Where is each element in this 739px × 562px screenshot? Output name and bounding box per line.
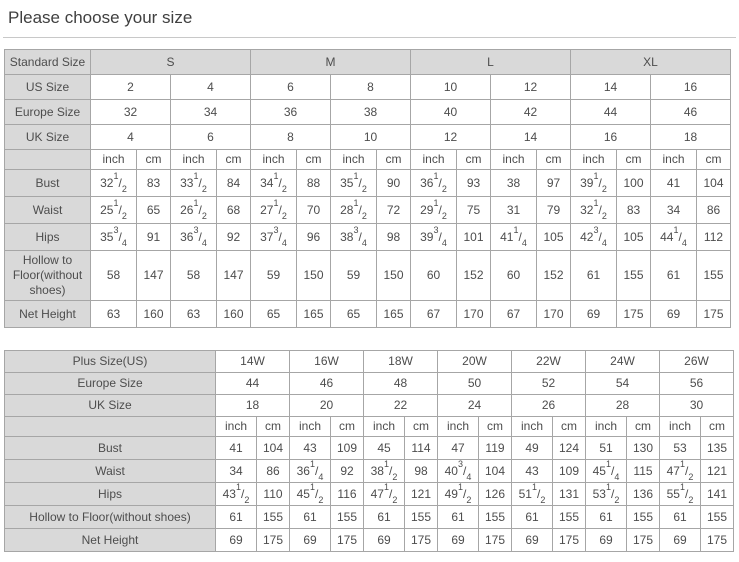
unit-header-cell: cm (331, 417, 364, 437)
measurement-value-cell: $44^1/_4$ (651, 224, 697, 251)
measurement-value-cell: 155 (257, 506, 290, 529)
unit-row-label (5, 417, 216, 437)
unit-header-cell: inch (651, 150, 697, 170)
table-row (5, 150, 731, 170)
measurement-value-cell: 69 (364, 529, 405, 552)
measurement-value-cell: 34 (216, 460, 257, 483)
row-label: Hollow to Floor(without shoes) (5, 506, 216, 529)
measurement-value-cell: 65 (331, 301, 377, 328)
row-label: Hips (5, 224, 91, 251)
unit-header-cell: cm (257, 417, 290, 437)
size-value-cell: 2 (91, 75, 171, 100)
row-label: Europe Size (5, 100, 91, 125)
size-value-cell: 4 (91, 125, 171, 150)
measurement-value-cell: 155 (697, 251, 731, 301)
measurement-value-cell: 155 (405, 506, 438, 529)
measurement-value-cell: 59 (251, 251, 297, 301)
measurement-value-cell: $47^1/_2$ (660, 460, 701, 483)
measurement-value-cell: 165 (377, 301, 411, 328)
unit-header-cell: inch (290, 417, 331, 437)
size-value-cell: 14 (571, 75, 651, 100)
row-label: Net Height (5, 529, 216, 552)
size-value-cell: 16W (290, 351, 364, 373)
measurement-value-cell: 43 (290, 437, 331, 460)
measurement-value-cell: 121 (701, 460, 734, 483)
measurement-value-cell: 61 (571, 251, 617, 301)
table-row (5, 417, 734, 437)
measurement-value-cell: 105 (617, 224, 651, 251)
size-value-cell: 52 (512, 373, 586, 395)
size-group-header: L (411, 50, 571, 75)
measurement-value-cell: 65 (137, 197, 171, 224)
measurement-value-cell: 114 (405, 437, 438, 460)
table-row (5, 125, 731, 150)
measurement-value-cell: 45 (364, 437, 405, 460)
measurement-value-cell: 160 (137, 301, 171, 328)
measurement-value-cell: $38^1/_2$ (364, 460, 405, 483)
measurement-value-cell: 58 (171, 251, 217, 301)
size-value-cell: 28 (586, 395, 660, 417)
measurement-value-cell: 96 (297, 224, 331, 251)
size-value-cell: 12 (411, 125, 491, 150)
size-value-cell: 14W (216, 351, 290, 373)
measurement-value-cell: 69 (438, 529, 479, 552)
size-value-cell: 16 (651, 75, 731, 100)
size-value-cell: 38 (331, 100, 411, 125)
measurement-value-cell: 63 (91, 301, 137, 328)
unit-header-cell: inch (411, 150, 457, 170)
measurement-value-cell: 59 (331, 251, 377, 301)
measurement-value-cell: $39^3/_4$ (411, 224, 457, 251)
row-label: Bust (5, 437, 216, 460)
measurement-value-cell: $35^1/_2$ (331, 170, 377, 197)
measurement-value-cell: 61 (216, 506, 257, 529)
measurement-value-cell: 97 (537, 170, 571, 197)
unit-header-cell: cm (479, 417, 512, 437)
measurement-value-cell: $37^3/_4$ (251, 224, 297, 251)
unit-header-cell: cm (297, 150, 331, 170)
measurement-value-cell: $38^3/_4$ (331, 224, 377, 251)
plus-size-table (4, 350, 734, 552)
unit-header-cell: inch (91, 150, 137, 170)
row-label: US Size (5, 75, 91, 100)
measurement-value-cell: $53^1/_2$ (586, 483, 627, 506)
measurement-value-cell: $45^1/_2$ (290, 483, 331, 506)
table-row (5, 100, 731, 125)
measurement-value-cell: 60 (491, 251, 537, 301)
row-label: Waist (5, 197, 91, 224)
measurement-value-cell: $47^1/_2$ (364, 483, 405, 506)
size-value-cell: 48 (364, 373, 438, 395)
measurement-value-cell: 150 (377, 251, 411, 301)
measurement-value-cell: 141 (701, 483, 734, 506)
measurement-value-cell: $32^1/_2$ (91, 170, 137, 197)
row-label: Waist (5, 460, 216, 483)
row-label: Plus Size(US) (5, 351, 216, 373)
unit-header-cell: cm (697, 150, 731, 170)
measurement-value-cell: $33^1/_2$ (171, 170, 217, 197)
measurement-value-cell: 34 (651, 197, 697, 224)
measurement-value-cell: 67 (411, 301, 457, 328)
measurement-value-cell: 104 (257, 437, 290, 460)
measurement-value-cell: 91 (137, 224, 171, 251)
measurement-value-cell: $29^1/_2$ (411, 197, 457, 224)
unit-header-cell: inch (571, 150, 617, 170)
measurement-value-cell: 61 (586, 506, 627, 529)
size-value-cell: 6 (171, 125, 251, 150)
measurement-value-cell: 155 (553, 506, 586, 529)
measurement-value-cell: 92 (217, 224, 251, 251)
measurement-value-cell: 38 (491, 170, 537, 197)
page-title: Please choose your size (8, 8, 193, 27)
measurement-value-cell: 61 (651, 251, 697, 301)
size-value-cell: 10 (411, 75, 491, 100)
unit-header-cell: cm (701, 417, 734, 437)
measurement-value-cell: 175 (553, 529, 586, 552)
measurement-value-cell: 47 (438, 437, 479, 460)
measurement-value-cell: $40^3/_4$ (438, 460, 479, 483)
row-label: Hips (5, 483, 216, 506)
unit-header-cell: cm (217, 150, 251, 170)
measurement-value-cell: $55^1/_2$ (660, 483, 701, 506)
table-row (5, 301, 731, 328)
measurement-value-cell: $36^3/_4$ (171, 224, 217, 251)
measurement-value-cell: 69 (571, 301, 617, 328)
row-label: Hollow to Floor(without shoes) (5, 251, 91, 301)
size-value-cell: 24W (586, 351, 660, 373)
table-row (5, 251, 731, 301)
measurement-value-cell: $43^1/_2$ (216, 483, 257, 506)
measurement-value-cell: 165 (297, 301, 331, 328)
measurement-value-cell: 60 (411, 251, 457, 301)
measurement-value-cell: $34^1/_2$ (251, 170, 297, 197)
measurement-value-cell: $39^1/_2$ (571, 170, 617, 197)
measurement-value-cell: 116 (331, 483, 364, 506)
size-value-cell: 50 (438, 373, 512, 395)
measurement-value-cell: 69 (586, 529, 627, 552)
measurement-value-cell: 92 (331, 460, 364, 483)
unit-header-cell: cm (377, 150, 411, 170)
unit-header-cell: cm (537, 150, 571, 170)
measurement-value-cell: 130 (627, 437, 660, 460)
measurement-value-cell: 136 (627, 483, 660, 506)
measurement-value-cell: 86 (697, 197, 731, 224)
measurement-value-cell: $27^1/_2$ (251, 197, 297, 224)
unit-header-cell: cm (457, 150, 491, 170)
unit-header-cell: inch (438, 417, 479, 437)
table-row (5, 373, 734, 395)
table-row (5, 50, 731, 75)
measurement-value-cell: 147 (217, 251, 251, 301)
size-value-cell: 30 (660, 395, 734, 417)
measurement-value-cell: 69 (660, 529, 701, 552)
unit-header-cell: inch (491, 150, 537, 170)
measurement-value-cell: 43 (512, 460, 553, 483)
size-value-cell: 40 (411, 100, 491, 125)
table-row (5, 460, 734, 483)
measurement-value-cell: 150 (297, 251, 331, 301)
standard-size-table (4, 49, 731, 328)
measurement-value-cell: 79 (537, 197, 571, 224)
measurement-value-cell: $26^1/_2$ (171, 197, 217, 224)
measurement-value-cell: 115 (627, 460, 660, 483)
measurement-value-cell: $42^3/_4$ (571, 224, 617, 251)
size-value-cell: 24 (438, 395, 512, 417)
measurement-value-cell: $35^3/_4$ (91, 224, 137, 251)
measurement-value-cell: 121 (405, 483, 438, 506)
row-label: Europe Size (5, 373, 216, 395)
unit-row-label (5, 150, 91, 170)
size-value-cell: 32 (91, 100, 171, 125)
measurement-value-cell: $28^1/_2$ (331, 197, 377, 224)
measurement-value-cell: 175 (627, 529, 660, 552)
measurement-value-cell: 155 (617, 251, 651, 301)
measurement-value-cell: 170 (537, 301, 571, 328)
measurement-value-cell: 61 (438, 506, 479, 529)
size-value-cell: 12 (491, 75, 571, 100)
measurement-value-cell: 98 (405, 460, 438, 483)
measurement-value-cell: 147 (137, 251, 171, 301)
size-value-cell: 18W (364, 351, 438, 373)
measurement-value-cell: 155 (627, 506, 660, 529)
size-group-header: S (91, 50, 251, 75)
row-label: Bust (5, 170, 91, 197)
size-value-cell: 56 (660, 373, 734, 395)
measurement-value-cell: 152 (537, 251, 571, 301)
size-group-header: XL (571, 50, 731, 75)
measurement-value-cell: $25^1/_2$ (91, 197, 137, 224)
measurement-value-cell: 88 (297, 170, 331, 197)
measurement-value-cell: 155 (701, 506, 734, 529)
measurement-value-cell: 124 (553, 437, 586, 460)
measurement-value-cell: 61 (290, 506, 331, 529)
measurement-value-cell: 160 (217, 301, 251, 328)
measurement-value-cell: 90 (377, 170, 411, 197)
measurement-value-cell: 41 (216, 437, 257, 460)
measurement-value-cell: 175 (257, 529, 290, 552)
measurement-value-cell: 75 (457, 197, 491, 224)
row-label: UK Size (5, 395, 216, 417)
measurement-value-cell: 68 (217, 197, 251, 224)
table-row (5, 170, 731, 197)
size-value-cell: 26 (512, 395, 586, 417)
size-value-cell: 22W (512, 351, 586, 373)
measurement-value-cell: 84 (217, 170, 251, 197)
size-value-cell: 42 (491, 100, 571, 125)
measurement-value-cell: 31 (491, 197, 537, 224)
measurement-value-cell: 69 (216, 529, 257, 552)
unit-header-cell: cm (405, 417, 438, 437)
size-value-cell: 22 (364, 395, 438, 417)
size-value-cell: 14 (491, 125, 571, 150)
size-value-cell: 54 (586, 373, 660, 395)
size-value-cell: 20W (438, 351, 512, 373)
measurement-value-cell: $45^1/_4$ (586, 460, 627, 483)
measurement-value-cell: $32^1/_2$ (571, 197, 617, 224)
measurement-value-cell: 110 (257, 483, 290, 506)
measurement-value-cell: 155 (479, 506, 512, 529)
measurement-value-cell: 109 (553, 460, 586, 483)
unit-header-cell: inch (171, 150, 217, 170)
measurement-value-cell: 69 (512, 529, 553, 552)
measurement-value-cell: 170 (457, 301, 491, 328)
table-row (5, 197, 731, 224)
measurement-value-cell: 93 (457, 170, 491, 197)
unit-header-cell: cm (137, 150, 171, 170)
measurement-value-cell: $51^1/_2$ (512, 483, 553, 506)
measurement-value-cell: 131 (553, 483, 586, 506)
measurement-value-cell: 49 (512, 437, 553, 460)
unit-header-cell: cm (553, 417, 586, 437)
unit-header-cell: inch (512, 417, 553, 437)
table-row (5, 437, 734, 460)
measurement-value-cell: 126 (479, 483, 512, 506)
size-value-cell: 36 (251, 100, 331, 125)
measurement-value-cell: 72 (377, 197, 411, 224)
measurement-value-cell: 112 (697, 224, 731, 251)
measurement-value-cell: 70 (297, 197, 331, 224)
size-value-cell: 8 (251, 125, 331, 150)
unit-header-cell: inch (216, 417, 257, 437)
size-value-cell: 18 (216, 395, 290, 417)
measurement-value-cell: 100 (617, 170, 651, 197)
unit-header-cell: inch (586, 417, 627, 437)
size-value-cell: 4 (171, 75, 251, 100)
size-value-cell: 10 (331, 125, 411, 150)
size-value-cell: 34 (171, 100, 251, 125)
measurement-value-cell: $36^1/_4$ (290, 460, 331, 483)
size-value-cell: 44 (216, 373, 290, 395)
unit-header-cell: inch (331, 150, 377, 170)
measurement-value-cell: 155 (331, 506, 364, 529)
size-value-cell: 26W (660, 351, 734, 373)
size-value-cell: 44 (571, 100, 651, 125)
measurement-value-cell: 152 (457, 251, 491, 301)
unit-header-cell: cm (617, 150, 651, 170)
measurement-value-cell: 109 (331, 437, 364, 460)
measurement-value-cell: 135 (701, 437, 734, 460)
unit-header-cell: inch (251, 150, 297, 170)
measurement-value-cell: 175 (701, 529, 734, 552)
measurement-value-cell: 86 (257, 460, 290, 483)
measurement-value-cell: 104 (479, 460, 512, 483)
title-divider (3, 37, 736, 38)
measurement-value-cell: 104 (697, 170, 731, 197)
measurement-value-cell: 58 (91, 251, 137, 301)
measurement-value-cell: 175 (697, 301, 731, 328)
measurement-value-cell: 175 (617, 301, 651, 328)
size-group-header: M (251, 50, 411, 75)
measurement-value-cell: $36^1/_2$ (411, 170, 457, 197)
table-row (5, 529, 734, 552)
size-value-cell: 16 (571, 125, 651, 150)
measurement-value-cell: 175 (331, 529, 364, 552)
measurement-value-cell: $41^1/_4$ (491, 224, 537, 251)
table-row (5, 506, 734, 529)
measurement-value-cell: 67 (491, 301, 537, 328)
table-row (5, 483, 734, 506)
size-value-cell: 20 (290, 395, 364, 417)
measurement-value-cell: 51 (586, 437, 627, 460)
measurement-value-cell: 69 (651, 301, 697, 328)
measurement-value-cell: 175 (405, 529, 438, 552)
measurement-value-cell: 61 (364, 506, 405, 529)
measurement-value-cell: 41 (651, 170, 697, 197)
size-value-cell: 46 (651, 100, 731, 125)
table-row (5, 224, 731, 251)
measurement-value-cell: 83 (617, 197, 651, 224)
measurement-value-cell: 98 (377, 224, 411, 251)
unit-header-cell: inch (660, 417, 701, 437)
row-label: Standard Size (5, 50, 91, 75)
table-row (5, 351, 734, 373)
measurement-value-cell: 101 (457, 224, 491, 251)
measurement-value-cell: 119 (479, 437, 512, 460)
size-value-cell: 8 (331, 75, 411, 100)
measurement-value-cell: 63 (171, 301, 217, 328)
unit-header-cell: inch (364, 417, 405, 437)
table-row (5, 395, 734, 417)
size-value-cell: 46 (290, 373, 364, 395)
measurement-value-cell: $49^1/_2$ (438, 483, 479, 506)
measurement-value-cell: 105 (537, 224, 571, 251)
measurement-value-cell: 65 (251, 301, 297, 328)
size-value-cell: 18 (651, 125, 731, 150)
size-value-cell: 6 (251, 75, 331, 100)
measurement-value-cell: 61 (512, 506, 553, 529)
table-row (5, 75, 731, 100)
measurement-value-cell: 69 (290, 529, 331, 552)
measurement-value-cell: 53 (660, 437, 701, 460)
measurement-value-cell: 175 (479, 529, 512, 552)
row-label: UK Size (5, 125, 91, 150)
row-label: Net Height (5, 301, 91, 328)
measurement-value-cell: 61 (660, 506, 701, 529)
measurement-value-cell: 83 (137, 170, 171, 197)
unit-header-cell: cm (627, 417, 660, 437)
